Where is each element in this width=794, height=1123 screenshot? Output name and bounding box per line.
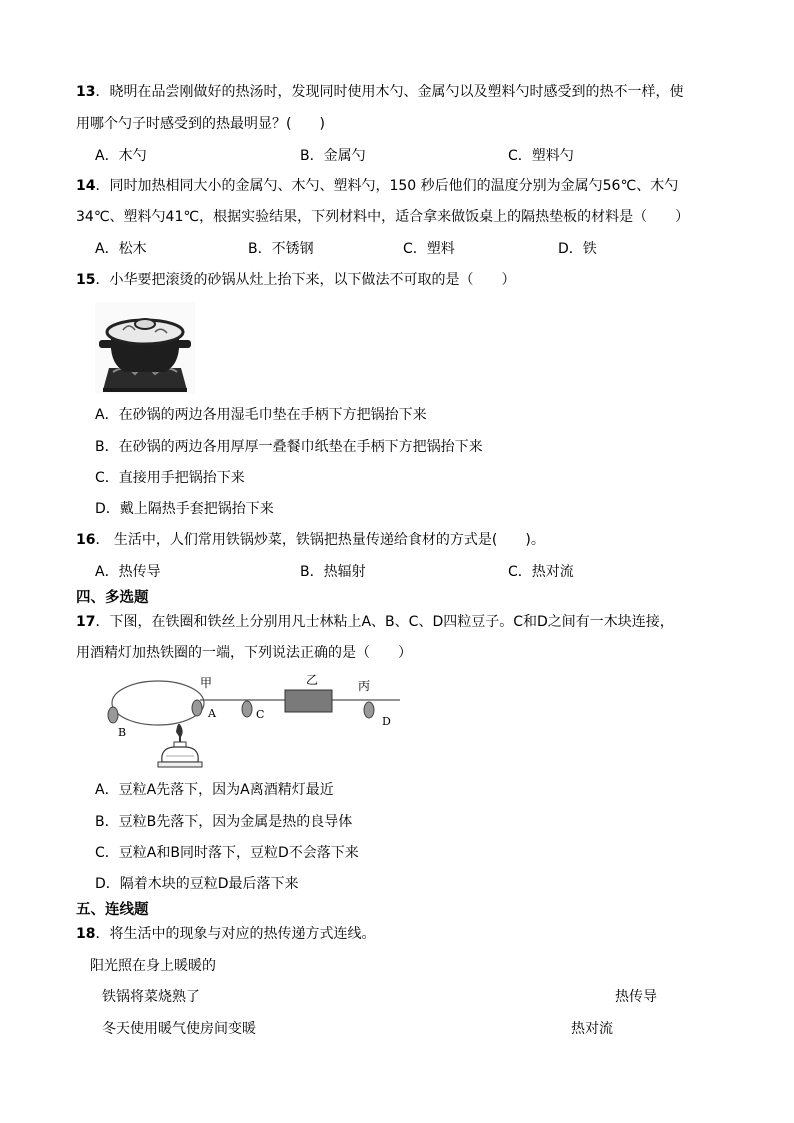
label-jia: 甲: [200, 676, 213, 690]
q17-stem-line2: 用酒精灯加热铁圈的一端，下列说法正确的是（ ）: [76, 645, 412, 661]
q17-option-b[interactable]: B．豆粒B先落下，因为金属是热的良导体: [95, 814, 353, 830]
q14-stem-line2: 34℃、塑料勺41℃，根据实验结果，下列材料中，适合拿来做饭桌上的隔热垫板的材料是（ ）: [76, 209, 690, 225]
q14-option-b[interactable]: B．不锈钢: [248, 241, 314, 257]
q17-stem-line1: [76, 612, 674, 632]
q15-option-a[interactable]: A．在砂锅的两边各用湿毛巾垫在手柄下方把锅抬下来: [95, 407, 427, 423]
q13-option-b[interactable]: B．金属勺: [300, 148, 366, 164]
q18-text: ．将生活中的现象与对应的热传递方式连线。: [95, 926, 376, 942]
q17-text-1: ．下图，在铁圈和铁丝上分别用凡士林粘上A、B、C、D四粒豆子。C和D之间有一木块连接，: [95, 614, 674, 630]
q17-option-c[interactable]: C．豆粒A和B同时落下，豆粒D不会落下来: [95, 845, 359, 861]
alcohol-lamp-icon: [158, 724, 202, 767]
label-yi: 乙: [306, 673, 319, 687]
q15-stem: [76, 270, 515, 290]
iron-ring-experiment-diagram: [100, 670, 410, 775]
q13-stem-line1: [76, 82, 683, 102]
q18-right-item-1[interactable]: 热传导: [615, 989, 657, 1005]
q16-option-b[interactable]: B．热辐射: [300, 564, 366, 580]
q14-text-1: ．同时加热相同大小的金属勺、木勺、塑料勺，150 秒后他们的温度分别为金属勺56℃、木勺: [95, 178, 679, 194]
q16-number: 16: [76, 532, 96, 548]
q13-option-a[interactable]: A．木勺: [95, 148, 147, 164]
q14-stem-line1: [76, 176, 678, 196]
bean-b: [108, 707, 118, 723]
q15-number: 15: [76, 272, 96, 288]
q18-stem: [76, 924, 375, 944]
q18-right-item-2[interactable]: 热对流: [571, 1021, 613, 1037]
q18-left-item-3[interactable]: 冬天使用暖气使房间变暖: [102, 1021, 256, 1037]
q14-option-c[interactable]: C．塑料: [403, 241, 455, 257]
q13-stem-line2: 用哪个勺子时感受到的热最明显？( ): [76, 116, 325, 132]
q15-text: ．小华要把滚烫的砂锅从灶上抬下来，以下做法不可取的是（ ）: [95, 272, 516, 288]
q17-option-a[interactable]: A．豆粒A先落下，因为A离酒精灯最近: [95, 782, 334, 798]
label-a: A: [208, 707, 216, 720]
q16-option-c[interactable]: C．热对流: [508, 564, 574, 580]
label-d: D: [382, 715, 391, 728]
bean-d: [364, 702, 374, 718]
q15-option-c[interactable]: C．直接用手把锅抬下来: [95, 470, 245, 486]
clay-pot-on-stove-image: [95, 302, 195, 394]
label-c: C: [256, 708, 265, 721]
section-title-matching: 五、连线题: [76, 902, 149, 918]
q16-option-a[interactable]: A．热传导: [95, 564, 161, 580]
q13-number: 13: [76, 84, 96, 100]
q17-number: 17: [76, 614, 96, 630]
q14-number: 14: [76, 178, 96, 194]
q13-text-1: ．晓明在品尝刚做好的热汤时，发现同时使用木勺、金属勺以及塑料勺时感受到的热不一样，使: [95, 84, 684, 100]
bean-a: [192, 700, 202, 716]
q14-option-a[interactable]: A．松木: [95, 241, 147, 257]
q17-option-d[interactable]: D．隔着木块的豆粒D最后落下来: [95, 876, 299, 892]
section-title-multiple-choice: 四、多选题: [76, 590, 149, 606]
q16-stem: [76, 530, 545, 550]
q16-text: ． 生活中，人们常用铁锅炒菜，铁锅把热量传递给食材的方式是( )。: [95, 532, 545, 548]
q15-option-d[interactable]: D．戴上隔热手套把锅抬下来: [95, 501, 274, 517]
q18-left-item-2[interactable]: 铁锅将菜烧熟了: [102, 989, 200, 1005]
q15-option-b[interactable]: B．在砂锅的两边各用厚厚一叠餐巾纸垫在手柄下方把锅抬下来: [95, 439, 483, 455]
q18-number: 18: [76, 926, 96, 942]
label-bing: 丙: [358, 679, 371, 693]
q13-option-c[interactable]: C．塑料勺: [508, 148, 574, 164]
bean-c: [242, 701, 252, 717]
q18-left-item-1[interactable]: 阳光照在身上暖暖的: [90, 958, 216, 974]
q14-option-d[interactable]: D．铁: [558, 241, 597, 257]
label-b: B: [118, 726, 127, 739]
